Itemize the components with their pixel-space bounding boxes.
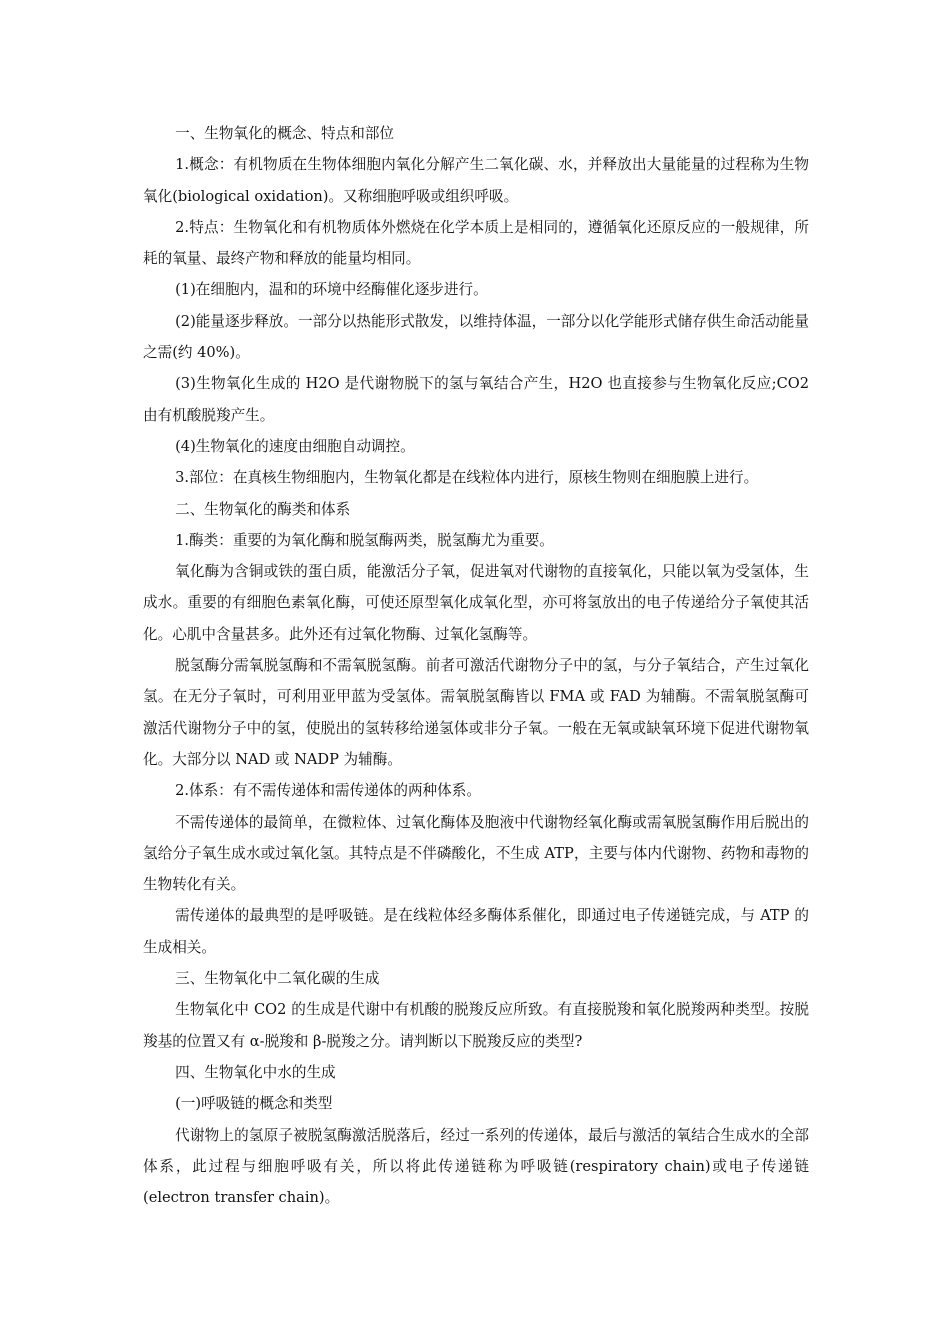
paragraph-dehydrogenase: 脱氢酶分需氧脱氢酶和不需氧脱氢酶。前者可激活代谢物分子中的氢，与分子氧结合，产生过氧化氢。在无分子氧时，可利用亚甲蓝为受氢体。需氧脱氢酶皆以 FMA 或 FAD 为辅酶。不需氧脱氢酶可激活代谢物分子中的氢，使脱出的氢转移给递氢体或非分子氧。一般在无氧或缺氧环境下促进代谢物氧化。大部分以 NAD 或 NADP 为辅酶。	[143, 657, 809, 768]
list-item-4: (4)生物氧化的速度由细胞自动调控。	[175, 437, 415, 455]
paragraph-features: 2.特点：生物氧化和有机物质体外燃烧在化学本质上是相同的，遵循氧化还原反应的一般规律，所耗的氧量、最终产物和释放的能量均相同。	[143, 218, 809, 268]
paragraph-systems: 2.体系：有不需传递体和需传递体的两种体系。	[175, 782, 481, 800]
paragraph-concept: 1.概念：有机物质在生物体细胞内氧化分解产生二氧化碳、水，并释放出大量能量的过程称为生物氧化(biological oxidation)。又称细胞呼吸或组织呼吸。	[143, 156, 809, 205]
paragraph-respiratory-chain: 代谢物上的氢原子被脱氢酶激活脱落后，经过一系列的传递体，最后与激活的氧结合生成水的全部体系，此过程与细胞呼吸有关，所以将此传递链称为呼吸链(respiratory chain)或电子传递链(electron transfer chain)。	[143, 1126, 809, 1207]
section-heading-4: 四、生物氧化中水的生成	[175, 1063, 336, 1081]
paragraph-co2: 生物氧化中 CO2 的生成是代谢中有机酸的脱羧反应所致。有直接脱羧和氧化脱羧两种类型。按脱羧基的位置又有 α-脱羧和 β-脱羧之分。请判断以下脱羧反应的类型?	[143, 1001, 809, 1050]
subsection-heading-1: (一)呼吸链的概念和类型	[175, 1095, 333, 1113]
paragraph-enzymes: 1.酶类：重要的为氧化酶和脱氢酶两类，脱氢酶尤为重要。	[175, 531, 554, 549]
paragraph-oxidase: 氧化酶为含铜或铁的蛋白质，能激活分子氧，促进氧对代谢物的直接氧化，只能以氧为受氢体，生成水。重要的有细胞色素氧化酶，可使还原型氧化成氧化型，亦可将氢放出的电子传递给分子氧使其活化。心肌中含量甚多。此外还有过氧化物酶、过氧化氢酶等。	[143, 563, 809, 643]
list-item-2: (2)能量逐步释放。一部分以热能形式散发，以维持体温，一部分以化学能形式储存供生命活动能量之需(约 40%)。	[143, 312, 809, 362]
paragraph-no-carrier: 不需传递体的最简单，在微粒体、过氧化酶体及胞液中代谢物经氧化酶或需氧脱氢酶作用后脱出的氢给分子氧生成水或过氧化氢。其特点是不伴磷酸化，不生成 ATP，主要与体内代谢物、药物和毒物的生物转化有关。	[143, 813, 809, 894]
section-heading-1: 一、生物氧化的概念、特点和部位	[175, 125, 395, 142]
section-heading-2: 二、生物氧化的酶类和体系	[175, 500, 351, 518]
document-body	[143, 118, 809, 1213]
section-heading-3: 三、生物氧化中二氧化碳的生成	[175, 970, 380, 988]
paragraph-carrier: 需传递体的最典型的是呼吸链。是在线粒体经多酶体系催化，即通过电子传递链完成，与 ATP 的生成相关。	[143, 907, 809, 956]
list-item-1: (1)在细胞内，温和的环境中经酶催化逐步进行。	[175, 281, 488, 299]
list-item-3: (3)生物氧化生成的 H2O 是代谢物脱下的氢与氧结合产生，H2O 也直接参与生物氧化反应;CO2 由有机酸脱羧产生。	[143, 375, 809, 424]
paragraph-location: 3.部位：在真核生物细胞内，生物氧化都是在线粒体内进行，原核生物则在细胞膜上进行。	[175, 469, 759, 487]
